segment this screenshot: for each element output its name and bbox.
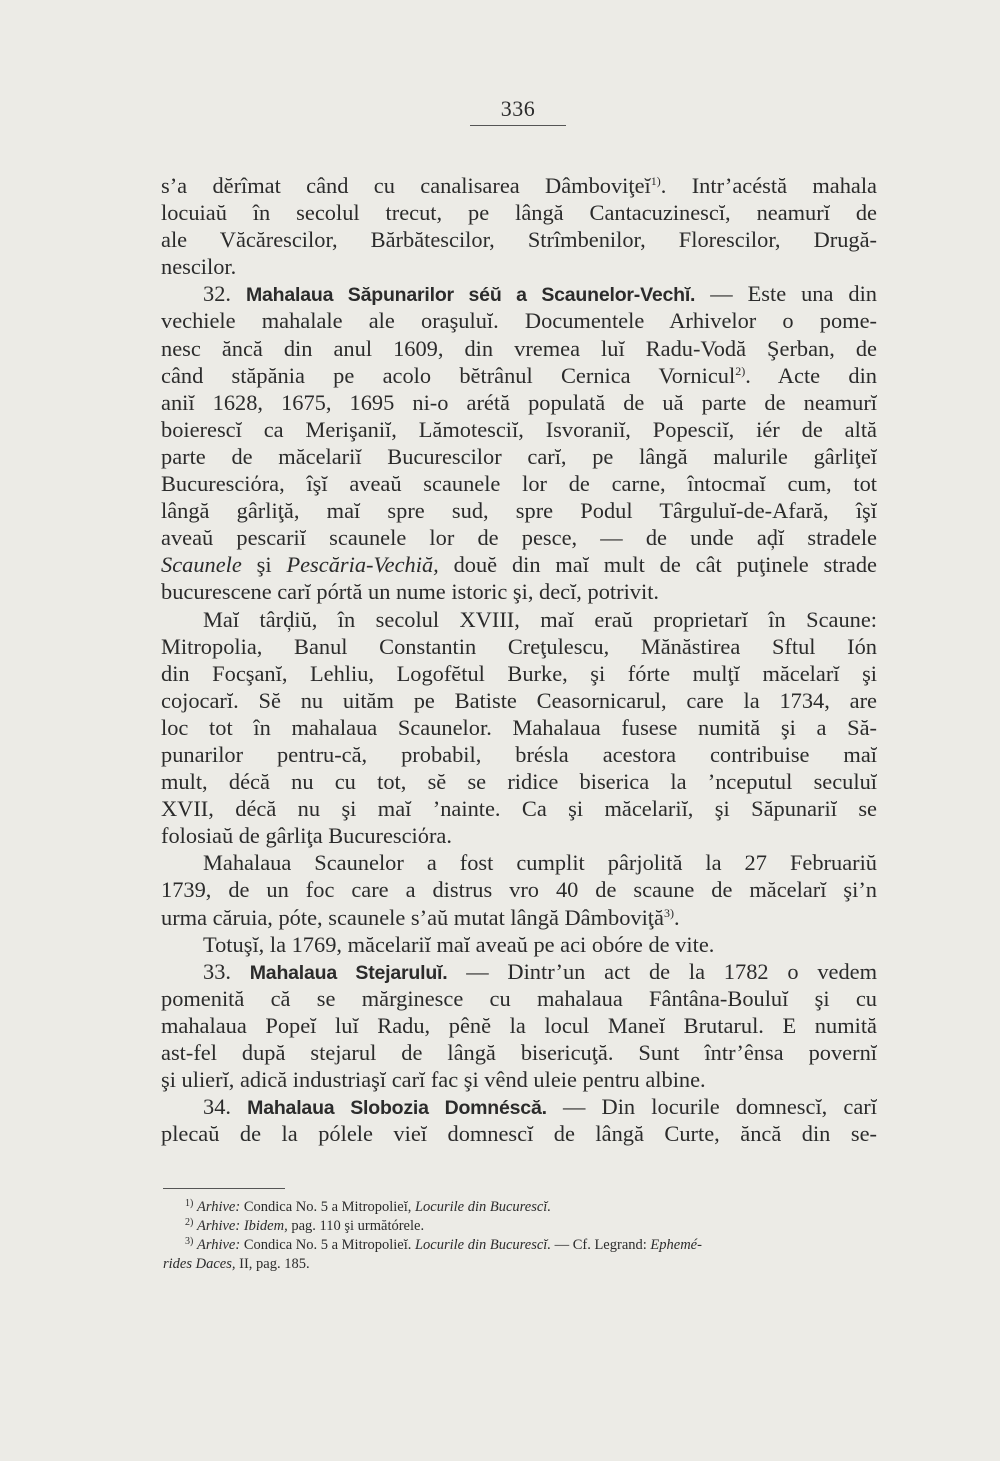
text-span: Condica No. 5 a Mitropolieĭ. [240, 1237, 415, 1253]
text-span: — Cf. Legrand: [550, 1237, 651, 1253]
source-title: Ephemé- [650, 1237, 702, 1253]
text-span: — Din locurile domnescĭ, carĭ [546, 1094, 877, 1120]
text-line: Mitropolia, Banul Constantin Creţulescu, Mănăstirea Sftul Ión [161, 633, 877, 659]
footnote-ref: 1) [650, 174, 661, 188]
text-span: urma căruia, póte, scaunele s’aŭ mutat lângă Dâmboviţă [161, 904, 664, 930]
text-line: vechiele mahalale ale oraşuluĭ. Documentele Arhivelor o pome- [161, 308, 877, 334]
text-line: Bucuresciόra, îşĭ aveaŭ scaunele lor de carne, întocmaĭ cum, tot [161, 471, 877, 497]
text-line: din Focşanĭ, Lehliu, Logofĕtul Burke, şi fórte mulţĭ măcelarĭ şi [161, 660, 877, 686]
text-line: locuiaŭ în secolul trecut, pe lângă Cantacuzinescĭ, neamurĭ de [161, 200, 877, 226]
footnote [185, 1217, 877, 1236]
text-span: douĕ din maĭ mult de cât puţinele strade [438, 552, 877, 578]
text-line: şi ulierĭ, adică industriaşĭ carĭ fac şi vênd uleie pentru albine. [161, 1067, 706, 1093]
footnote-marker: 3) [185, 1236, 194, 1247]
text-line: 1739, de un foc care a distrus vro 40 de scaune de măcelarĭ şi’n [161, 877, 877, 903]
body-text [161, 172, 877, 1147]
footnote-marker: 2) [185, 1217, 194, 1228]
source-name: Arhive: [196, 1199, 241, 1215]
section-title: Mahalaua Slobozia Domnéscă. [247, 1097, 547, 1120]
text-line: boierescĭ ca Merişaniĭ, Lămotesciĭ, Isvoraniĭ, Popesciĭ, iér de altă [161, 416, 877, 442]
text-line: nesc ăncă din anul 1609, din vremea luĭ Radu-Vodă Şerban, de [161, 335, 877, 361]
text-span: — Dintr’un act de la 1782 o vedem [447, 958, 877, 984]
text-line: plecaŭ de la pólele vieĭ domnescĭ de lângă Curte, ăncă din se- [161, 1121, 877, 1147]
section-heading-line [161, 1093, 877, 1120]
text-span: II, pag. 185. [235, 1256, 310, 1272]
text-span: . [673, 904, 680, 930]
source-title: Locurile din Bucurescĭ. [414, 1199, 551, 1215]
street-name: Pescăria-Vechiă, [286, 552, 439, 578]
text-line: mahalaua Popeĭ luĭ Radu, pênĕ la locul Maneĭ Brutarul. E numită [161, 1012, 877, 1038]
footnotes [163, 1198, 877, 1274]
source-title: rides Daces, [163, 1256, 236, 1272]
footnote-continuation [163, 1255, 877, 1274]
section-number: 33. [203, 958, 250, 984]
section-heading-line [161, 280, 877, 307]
text-span: Condica No. 5 a Mitropolieĭ, [240, 1199, 415, 1215]
section-title: Mahalaua Săpunarilor séŭ a Scaunelor-Vechĭ. [245, 284, 696, 307]
section-heading-line [161, 958, 877, 985]
source-name: Arhive: [196, 1237, 241, 1253]
text-line: ast-fel după stejarul de lângă bisericuţă. Sunt într’ênsa povernĭ [161, 1040, 877, 1065]
text-line [161, 551, 877, 578]
text-line: folosiaŭ de gârliţa Bucuresciόra. [161, 823, 452, 849]
page-number: 336 [470, 96, 566, 126]
text-line: lângă gârliţă, maĭ spre sud, spre Podul Târguluĭ-de-Afară, îşĭ [161, 498, 877, 524]
footnote [185, 1198, 877, 1217]
text-line [161, 362, 877, 389]
text-span: — Este una din [695, 281, 877, 307]
footnote-rule [163, 1188, 285, 1189]
footnote-ref: 3) [663, 905, 674, 920]
section-number: 34. [203, 1094, 248, 1120]
street-name: Scaunele [161, 552, 242, 578]
text-line: XVII, décă nu şi maĭ ’nainte. Ca şi măcelariĭ, şi Săpunariĭ se [161, 796, 877, 822]
text-span: . Intr’acéstă mahala [660, 173, 877, 198]
text-span: s’a dĕrîmat când cu canalisarea Dâmboviţeĭ [161, 173, 651, 198]
text-line: aveaŭ pescariĭ scaunele lor de pesce, — de unde aḑĭ stradele [161, 525, 877, 551]
text-line [161, 172, 877, 199]
footnote-ref: 2) [735, 363, 746, 378]
text-line: nescilor. [161, 254, 237, 280]
text-line: mult, décă nu cu tot, sĕ se ridice biserica la ’nceputul seculuĭ [161, 769, 877, 795]
text-line: cojocarĭ. Sĕ nu uităm pe Batiste Ceasornicarul, care la 1734, are [161, 687, 877, 713]
text-line [161, 904, 877, 931]
section-number: 32. [203, 281, 246, 307]
text-span: când stăpănia pe acolo bĕtrânul Cernica Vornicul [161, 362, 736, 388]
text-line: Totuşĭ, la 1769, măcelariĭ maĭ aveaŭ pe aci obóre de vite. [203, 931, 715, 957]
footnote [185, 1236, 877, 1255]
source-title: Ibidem, [243, 1218, 288, 1234]
text-line: aniĭ 1628, 1675, 1695 ni-o arétă populată de uă parte de neamurĭ [161, 389, 877, 415]
text-line: bucurescene carĭ pórtă un nume istoric şi, decĭ, potrivit. [161, 579, 660, 605]
text-line: parte de măcelariĭ Bucurescilor carĭ, pe lângă malurile gârliţeĭ [161, 443, 877, 469]
source-title: Locurile din Bucurescĭ. [414, 1237, 551, 1253]
text-span: . Acte din [745, 362, 877, 388]
text-line: loc tot în mahalaua Scaunelor. Mahalaua fusese numită şi a Să- [161, 714, 877, 740]
text-span: şi [241, 552, 287, 578]
text-line: ale Văcărescilor, Bărbătescilor, Strîmbenilor, Florescilor, Drugă- [161, 227, 877, 253]
text-line: Maĭ târḑiŭ, în secolul XVIII, maĭ eraŭ proprietarĭ în Scaune: [203, 606, 877, 632]
text-span: pag. 110 şi următórele. [287, 1218, 425, 1234]
text-line: punarilor pentru-că, probabil, brésla acestora contribuise maĭ [161, 741, 877, 767]
footnote-marker: 1) [185, 1198, 194, 1209]
text-line: pomenită că se mărginesce cu mahalaua Fântâna-Bouluĭ şi cu [161, 985, 877, 1011]
source-name: Arhive: [196, 1218, 241, 1234]
section-title: Mahalaua Stejaruluĭ. [249, 961, 448, 984]
text-line: Mahalaua Scaunelor a fost cumplit pârjolită la 27 Februariŭ [203, 850, 877, 876]
